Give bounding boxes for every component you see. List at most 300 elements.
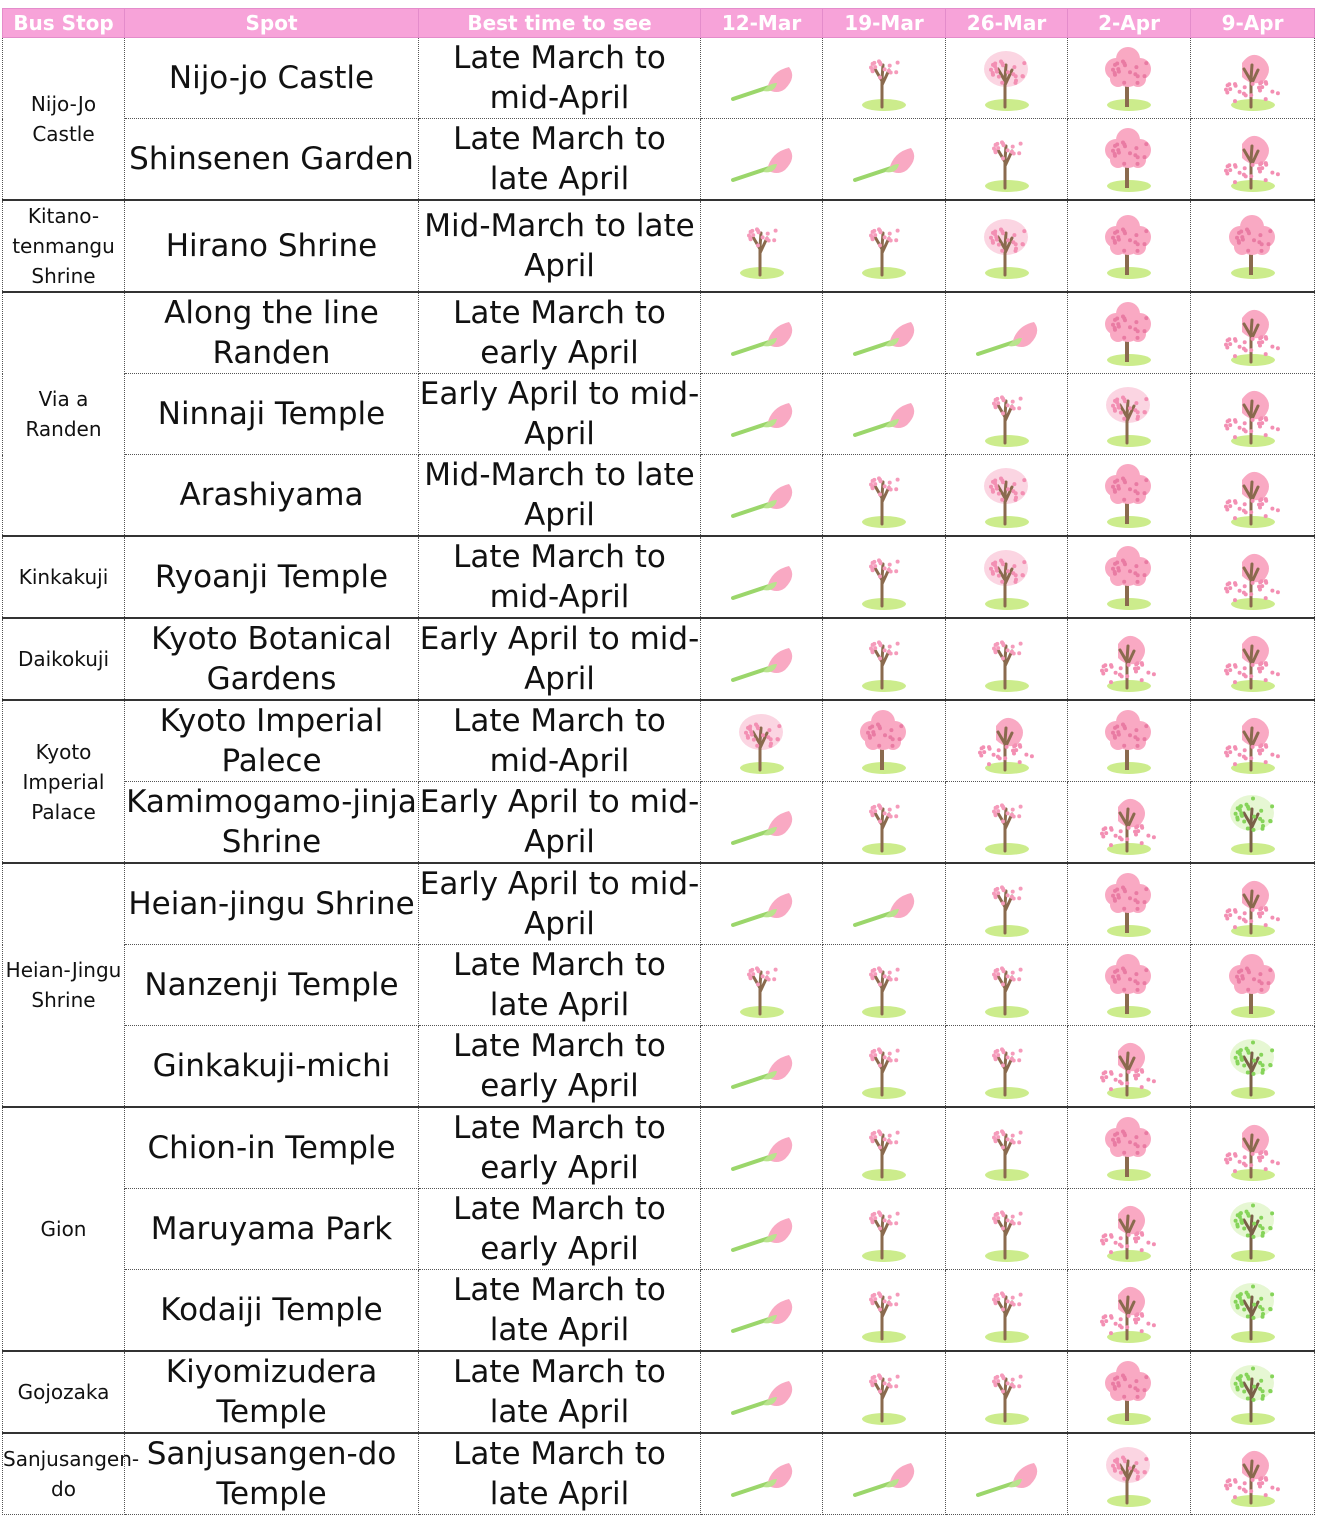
best-time-cell (419, 200, 701, 292)
bud-icon (727, 624, 797, 694)
bus-stop-cell (3, 863, 125, 1107)
spot-label: Arashiyama (179, 477, 364, 513)
best-time-cell (419, 1189, 701, 1270)
bloom-stage-cell (1068, 119, 1191, 201)
best-time-cell (419, 38, 701, 119)
start-bloom-icon (849, 1275, 919, 1345)
bus-stop-cell (3, 292, 125, 536)
cherry-blossom-forecast-table (2, 8, 1315, 1515)
header-row (3, 9, 1315, 38)
best-time-cell (419, 374, 701, 455)
best-time-label: Late March to early April (453, 1191, 666, 1267)
start-bloom-icon (849, 542, 919, 612)
table-row (3, 1026, 1315, 1108)
table-row (3, 1189, 1315, 1270)
bloom-stage-cell (946, 38, 1068, 119)
bloom-stage-cell (946, 292, 1068, 374)
bloom-stage-cell (823, 1026, 946, 1108)
bus-stop-label: Kitano-tenmangu Shrine (12, 204, 115, 288)
table-row (3, 1270, 1315, 1352)
falling-petals-icon (1218, 1113, 1288, 1183)
header-date-26-mar: 26-Mar (946, 9, 1068, 38)
bloom-stage-cell (1191, 292, 1315, 374)
bloom-stage-cell (1068, 863, 1191, 945)
start-bloom-icon (972, 787, 1042, 857)
bus-stop-label: Gojozaka (17, 1380, 110, 1404)
start-bloom-icon (972, 1031, 1042, 1101)
bloom-stage-cell (946, 700, 1068, 782)
start-bloom-icon (972, 1275, 1042, 1345)
bloom-stage-cell (701, 38, 823, 119)
bloom-stage-cell (1068, 618, 1191, 700)
table-row (3, 863, 1315, 945)
bud-icon (849, 298, 919, 368)
spot-cell (125, 455, 419, 537)
bus-stop-cell (3, 38, 125, 201)
spot-cell (125, 1026, 419, 1108)
spot-cell (125, 700, 419, 782)
start-bloom-icon (972, 124, 1042, 194)
bloom-stage-cell (701, 119, 823, 201)
green-leaves-icon (1218, 787, 1288, 857)
bloom-stage-cell (1191, 1433, 1315, 1515)
full-bloom-icon (1094, 460, 1164, 530)
bloom-stage-cell (1191, 536, 1315, 618)
best-time-label: Late March to early April (453, 295, 666, 371)
bloom-stage-cell (946, 1026, 1068, 1108)
spot-cell (125, 782, 419, 864)
bloom-stage-cell (823, 782, 946, 864)
falling-petals-icon (1218, 706, 1288, 776)
bloom-stage-cell (946, 945, 1068, 1026)
bloom-stage-cell (1191, 618, 1315, 700)
best-time-label: Mid-March to late April (424, 208, 695, 284)
header-date-12-mar: 12-Mar (701, 9, 823, 38)
bloom-stage-cell (946, 1433, 1068, 1515)
start-bloom-icon (849, 1031, 919, 1101)
best-time-cell (419, 536, 701, 618)
table-row (3, 38, 1315, 119)
full-bloom-icon (1218, 211, 1288, 281)
bloom-stage-cell (1191, 1107, 1315, 1189)
header-spot: Spot (125, 9, 419, 38)
falling-petals-icon (1094, 1194, 1164, 1264)
bloom-stage-cell (946, 455, 1068, 537)
bud-icon (849, 869, 919, 939)
bloom-stage-cell (1068, 1351, 1191, 1433)
start-bloom-icon (972, 869, 1042, 939)
spot-cell (125, 1270, 419, 1352)
bloom-stage-cell (1191, 782, 1315, 864)
bloom-stage-cell (823, 200, 946, 292)
best-time-label: Late March to mid-April (453, 539, 666, 615)
bus-stop-label: Daikokuji (17, 647, 110, 671)
bloom-stage-cell (1068, 700, 1191, 782)
bloom-stage-cell (701, 782, 823, 864)
bud-icon (849, 124, 919, 194)
best-time-label: Mid-March to late April (424, 457, 695, 533)
spot-label: Ninnaji Temple (157, 396, 386, 432)
half-bloom-icon (972, 542, 1042, 612)
bud-icon (849, 1439, 919, 1509)
start-bloom-icon (972, 1194, 1042, 1264)
bloom-stage-cell (1191, 1351, 1315, 1433)
table-row (3, 374, 1315, 455)
header-date-19-mar: 19-Mar (823, 9, 946, 38)
best-time-cell (419, 700, 701, 782)
bloom-stage-cell (1068, 1433, 1191, 1515)
spot-label: Sanjusangen-do Temple (146, 1436, 397, 1512)
table-row (3, 292, 1315, 374)
best-time-cell (419, 1026, 701, 1108)
spot-cell (125, 374, 419, 455)
best-time-label: Early April to mid-April (419, 621, 700, 697)
full-bloom-icon (1094, 950, 1164, 1020)
bloom-stage-cell (1068, 782, 1191, 864)
bus-stop-label: Via a Randen (25, 387, 102, 441)
bloom-stage-cell (1068, 945, 1191, 1026)
bloom-stage-cell (946, 374, 1068, 455)
half-bloom-icon (972, 43, 1042, 113)
start-bloom-icon (727, 950, 797, 1020)
start-bloom-icon (849, 950, 919, 1020)
best-time-cell (419, 1433, 701, 1515)
bud-icon (972, 1439, 1042, 1509)
table-row (3, 119, 1315, 201)
bus-stop-label: Kyoto Imperial Palace (22, 739, 105, 824)
full-bloom-icon (1094, 43, 1164, 113)
table-row (3, 536, 1315, 618)
bloom-stage-cell (701, 1351, 823, 1433)
bloom-stage-cell (701, 455, 823, 537)
header-date-9-apr: 9-Apr (1191, 9, 1315, 38)
bud-icon (727, 869, 797, 939)
start-bloom-icon (727, 211, 797, 281)
green-leaves-icon (1218, 1194, 1288, 1264)
spot-label: Kyoto Botanical Gardens (151, 621, 392, 697)
spot-label: Ryoanji Temple (154, 559, 389, 595)
best-time-cell (419, 1270, 701, 1352)
best-time-label: Early April to mid-April (419, 784, 700, 860)
best-time-cell (419, 945, 701, 1026)
bloom-stage-cell (946, 1351, 1068, 1433)
bloom-stage-cell (701, 1026, 823, 1108)
falling-petals-icon (1218, 460, 1288, 530)
bus-stop-label: Nijo-Jo Castle (30, 91, 97, 146)
best-time-cell (419, 1351, 701, 1433)
header-date-2-apr: 2-Apr (1068, 9, 1191, 38)
bus-stop-cell (3, 1351, 125, 1433)
spot-label: Kiyomizudera Temple (165, 1354, 378, 1430)
start-bloom-icon (849, 787, 919, 857)
best-time-label: Late March to early April (453, 1028, 666, 1104)
green-leaves-icon (1218, 1031, 1288, 1101)
green-leaves-icon (1218, 1357, 1288, 1427)
bloom-stage-cell (1068, 38, 1191, 119)
bloom-stage-cell (1191, 455, 1315, 537)
bud-icon (727, 379, 797, 449)
bloom-stage-cell (701, 292, 823, 374)
falling-petals-icon (1218, 379, 1288, 449)
table-row (3, 200, 1315, 292)
bloom-stage-cell (1191, 200, 1315, 292)
table-row (3, 700, 1315, 782)
spot-label: Shinsenen Garden (129, 141, 414, 177)
green-leaves-icon (1218, 1275, 1288, 1345)
spot-label: Nijo-jo Castle (168, 60, 375, 96)
bloom-stage-cell (946, 863, 1068, 945)
bloom-stage-cell (823, 536, 946, 618)
header-best-time: Best time to see (419, 9, 701, 38)
spot-cell (125, 292, 419, 374)
bloom-stage-cell (823, 863, 946, 945)
best-time-label: Late March to late April (453, 1436, 666, 1512)
bloom-stage-cell (1191, 119, 1315, 201)
spot-cell (125, 618, 419, 700)
bloom-stage-cell (823, 374, 946, 455)
spot-cell (125, 536, 419, 618)
bloom-stage-cell (1191, 1270, 1315, 1352)
best-time-label: Late March to early April (453, 1110, 666, 1186)
falling-petals-icon (1218, 624, 1288, 694)
bus-stop-cell (3, 700, 125, 863)
full-bloom-icon (1094, 869, 1164, 939)
full-bloom-icon (1094, 706, 1164, 776)
falling-petals-icon (1218, 298, 1288, 368)
start-bloom-icon (849, 1113, 919, 1183)
best-time-label: Late March to late April (453, 121, 666, 197)
falling-petals-icon (1094, 787, 1164, 857)
table-row (3, 1433, 1315, 1515)
start-bloom-icon (849, 1357, 919, 1427)
bloom-stage-cell (1191, 1189, 1315, 1270)
bloom-stage-cell (1068, 200, 1191, 292)
spot-cell (125, 38, 419, 119)
bus-stop-label: Sanjusangen-do (3, 1447, 140, 1501)
spot-cell (125, 1433, 419, 1515)
spot-label: Maruyama Park (150, 1211, 393, 1247)
best-time-label: Late March to late April (453, 947, 666, 1023)
falling-petals-icon (1218, 43, 1288, 113)
bloom-stage-cell (946, 1107, 1068, 1189)
spot-cell (125, 200, 419, 292)
spot-cell (125, 119, 419, 201)
half-bloom-icon (727, 706, 797, 776)
spot-cell (125, 1107, 419, 1189)
bloom-stage-cell (946, 536, 1068, 618)
table-row (3, 618, 1315, 700)
bud-icon (727, 43, 797, 113)
bloom-stage-cell (1068, 1270, 1191, 1352)
bud-icon (727, 1357, 797, 1427)
falling-petals-icon (1094, 624, 1164, 694)
start-bloom-icon (849, 211, 919, 281)
bloom-stage-cell (701, 618, 823, 700)
start-bloom-icon (972, 379, 1042, 449)
bud-icon (727, 1113, 797, 1183)
table-row (3, 782, 1315, 864)
bloom-stage-cell (701, 1270, 823, 1352)
bloom-stage-cell (1068, 374, 1191, 455)
full-bloom-icon (1094, 298, 1164, 368)
bud-icon (727, 542, 797, 612)
best-time-label: Late March to mid-April (453, 703, 666, 779)
half-bloom-icon (1094, 379, 1164, 449)
start-bloom-icon (849, 43, 919, 113)
bus-stop-cell (3, 1433, 140, 1515)
spot-label: Chion-in Temple (147, 1130, 396, 1166)
start-bloom-icon (849, 460, 919, 530)
bloom-stage-cell (1191, 38, 1315, 119)
half-bloom-icon (972, 211, 1042, 281)
spot-label: Heian-jingu Shrine (128, 886, 415, 922)
bloom-stage-cell (946, 618, 1068, 700)
falling-petals-icon (1218, 542, 1288, 612)
best-time-label: Late March to mid-April (453, 40, 666, 116)
bloom-stage-cell (701, 1189, 823, 1270)
start-bloom-icon (972, 624, 1042, 694)
bloom-stage-cell (1068, 292, 1191, 374)
falling-petals-icon (1094, 1275, 1164, 1345)
bloom-stage-cell (1191, 700, 1315, 782)
bus-stop-cell (3, 1107, 125, 1351)
bud-icon (972, 298, 1042, 368)
bloom-stage-cell (946, 200, 1068, 292)
half-bloom-icon (972, 460, 1042, 530)
bus-stop-label: Heian-Jingu Shrine (5, 958, 122, 1012)
full-bloom-icon (1094, 211, 1164, 281)
bloom-stage-cell (823, 1107, 946, 1189)
bloom-stage-cell (823, 292, 946, 374)
bud-icon (849, 379, 919, 449)
bloom-stage-cell (823, 618, 946, 700)
bus-stop-cell (3, 536, 125, 618)
bloom-stage-cell (1068, 1189, 1191, 1270)
bus-stop-cell (3, 200, 125, 292)
bloom-stage-cell (1068, 1026, 1191, 1108)
spot-cell (125, 945, 419, 1026)
bud-icon (727, 1275, 797, 1345)
full-bloom-icon (1094, 1113, 1164, 1183)
bud-icon (727, 124, 797, 194)
full-bloom-icon (1094, 124, 1164, 194)
spot-cell (125, 863, 419, 945)
start-bloom-icon (849, 624, 919, 694)
best-time-label: Early April to mid-April (419, 866, 700, 942)
best-time-cell (419, 292, 701, 374)
bloom-stage-cell (946, 119, 1068, 201)
start-bloom-icon (849, 1194, 919, 1264)
bloom-stage-cell (1191, 863, 1315, 945)
start-bloom-icon (972, 1357, 1042, 1427)
table-row (3, 1107, 1315, 1189)
best-time-label: Late March to late April (453, 1354, 666, 1430)
bloom-stage-cell (1191, 374, 1315, 455)
full-bloom-icon (1094, 542, 1164, 612)
bus-stop-label: Kinkakuji (18, 565, 109, 589)
bloom-stage-cell (701, 945, 823, 1026)
table-row (3, 1351, 1315, 1433)
spot-label: Kamimogamo-jinja Shrine (126, 784, 417, 860)
spot-cell (125, 1189, 419, 1270)
best-time-cell (419, 863, 701, 945)
bloom-stage-cell (1068, 1107, 1191, 1189)
best-time-cell (419, 782, 701, 864)
bloom-stage-cell (1191, 945, 1315, 1026)
best-time-cell (419, 1107, 701, 1189)
bud-icon (727, 298, 797, 368)
start-bloom-icon (972, 1113, 1042, 1183)
falling-petals-icon (1218, 124, 1288, 194)
bloom-stage-cell (701, 863, 823, 945)
header-bus-stop: Bus Stop (3, 9, 125, 38)
bloom-stage-cell (1068, 455, 1191, 537)
full-bloom-icon (849, 706, 919, 776)
bud-icon (727, 1194, 797, 1264)
best-time-label: Late March to late April (453, 1272, 666, 1348)
best-time-label: Early April to mid-April (419, 376, 700, 452)
spot-cell (125, 1351, 419, 1433)
bloom-stage-cell (701, 200, 823, 292)
bloom-stage-cell (823, 38, 946, 119)
full-bloom-icon (1094, 1357, 1164, 1427)
falling-petals-icon (1218, 1439, 1288, 1509)
bus-stop-cell (3, 618, 125, 700)
best-time-cell (419, 455, 701, 537)
bloom-stage-cell (701, 1107, 823, 1189)
start-bloom-icon (972, 950, 1042, 1020)
spot-label: Hirano Shrine (165, 228, 378, 264)
spot-label: Along the line Randen (164, 295, 379, 371)
bloom-stage-cell (701, 700, 823, 782)
bloom-stage-cell (701, 536, 823, 618)
bloom-stage-cell (823, 455, 946, 537)
bud-icon (727, 1439, 797, 1509)
spot-label: Ginkakuji-michi (152, 1048, 391, 1084)
bloom-stage-cell (823, 945, 946, 1026)
bloom-stage-cell (1191, 1026, 1315, 1108)
half-bloom-icon (1094, 1439, 1164, 1509)
bloom-stage-cell (701, 374, 823, 455)
spot-label: Nanzenji Temple (144, 967, 399, 1003)
bud-icon (727, 460, 797, 530)
bloom-stage-cell (946, 1189, 1068, 1270)
bloom-stage-cell (823, 1351, 946, 1433)
table-row (3, 455, 1315, 537)
falling-petals-icon (1218, 869, 1288, 939)
spot-label: Kodaiji Temple (160, 1292, 383, 1328)
bloom-stage-cell (823, 119, 946, 201)
bloom-stage-cell (946, 1270, 1068, 1352)
best-time-cell (419, 618, 701, 700)
spot-label: Kyoto Imperial Palece (159, 703, 384, 779)
table-row (3, 945, 1315, 1026)
bud-icon (727, 787, 797, 857)
falling-petals-icon (1094, 1031, 1164, 1101)
bud-icon (727, 1031, 797, 1101)
bus-stop-label: Gion (40, 1217, 87, 1241)
bloom-stage-cell (823, 1270, 946, 1352)
bloom-stage-cell (823, 1433, 946, 1515)
full-bloom-icon (1218, 950, 1288, 1020)
bloom-stage-cell (823, 1189, 946, 1270)
best-time-cell (419, 119, 701, 201)
bloom-stage-cell (946, 782, 1068, 864)
falling-petals-icon (972, 706, 1042, 776)
bloom-stage-cell (823, 700, 946, 782)
bloom-stage-cell (1068, 536, 1191, 618)
bloom-stage-cell (701, 1433, 823, 1515)
